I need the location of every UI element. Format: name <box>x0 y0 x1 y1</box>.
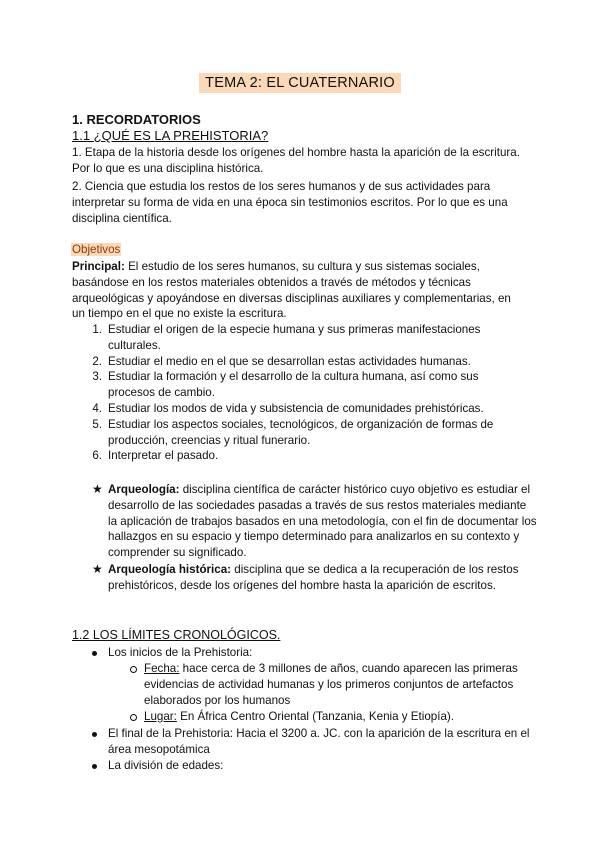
bullet-icon <box>92 651 97 656</box>
objetivos-list <box>88 322 508 464</box>
sub-bullet-fecha <box>130 661 546 708</box>
text-arqueologia: disciplina científica de carácter histórico cuyo objetivo es estudiar el desarrollo de las sociedades pasadas a través de sus restos materiales mediante la aplicación de trabajos basados en una metodología, con el fin de documentar los hallazgos en su espacio y tiempo determinado para analizarlos en su contexto y comprender su significado. <box>108 483 537 560</box>
star-icon: ★ <box>92 482 103 496</box>
list-item: 2. Estudiar el medio en el que se desarrollan estas actividades humanas. <box>92 354 471 368</box>
objetivos-label-wrap <box>71 242 121 258</box>
bullet-icon <box>92 732 97 737</box>
star-icon: ★ <box>92 562 103 576</box>
term-arqueologia: Arqueología: <box>108 483 180 496</box>
text-arqueologia-historica: disciplina que se dedica a la recuperación de los restos prehistóricos, desde los orígenes del hombre hasta la aparición de escritos. <box>108 563 519 592</box>
objetivos-list-wrap <box>88 322 508 464</box>
list-item: 3. Estudiar la formación y el desarrollo de la cultura humana, así como sus procesos de cambio. <box>92 370 479 400</box>
term-arqueologia-historica: Arqueología histórica: <box>108 563 232 576</box>
principal-label: Principal: <box>72 260 125 273</box>
bullet-icon <box>92 764 97 769</box>
definition-arqueologia <box>92 482 538 561</box>
subheading-que-es-prehistoria: 1.1 ¿QUÉ ES LA PREHISTORIA? <box>72 128 269 143</box>
lugar-label: Lugar: <box>144 710 177 723</box>
definition-paragraph-2: 2. Ciencia que estudia los restos de los seres humanos y de sus actividades para interpretar su forma de vida en una época sin testimonios escritos. Por lo que es una disciplina científica. <box>72 180 508 225</box>
list-item: 1. Estudiar el origen de la especie humana y sus primeras manifestaciones culturales. <box>92 323 481 352</box>
definition-arqueologia-historica <box>92 562 538 594</box>
list-item: 4. Estudiar los modos de vida y subsistencia de comunidades prehistóricas. <box>92 401 484 415</box>
list-item: 6. Interpretar el pasado. <box>92 449 219 463</box>
section-heading-recordatorios: 1. RECORDATORIOS <box>72 112 201 127</box>
subheading-limites-cronologicos: 1.2 LOS LÍMITES CRONOLÓGICOS. <box>72 628 281 642</box>
objetivos-label: Objetivos <box>72 243 121 256</box>
bullet-final: El final de la Prehistoria: Hacia el 3200 a. JC. con la aparición de la escritura en el área mesopotámica <box>92 726 548 758</box>
circle-bullet-icon <box>130 666 137 673</box>
fecha-text: hace cerca de 3 millones de años, cuando aparecen las primeras evidencias de actividad humanas y los primeros conjuntos de artefactos elaborados por los humanos <box>144 662 518 707</box>
bullet-division: La división de edades: <box>92 758 548 774</box>
definition-paragraph-1: 1. Etapa de la historia desde los orígenes del hombre hasta la aparición de la escritura. Por lo que es una disciplina histórica. <box>72 146 520 175</box>
list-item: 5. Estudiar los aspectos sociales, tecnológicos, de organización de formas de producción, creencias y ritual funerario. <box>92 417 494 447</box>
title-wrap <box>0 73 600 93</box>
lugar-text: En África Centro Oriental (Tanzania, Kenia y Etiopía). <box>176 710 454 723</box>
circle-bullet-icon <box>130 714 137 721</box>
sub-bullet-lugar <box>130 709 546 725</box>
bullet-inicios: Los inicios de la Prehistoria: <box>92 645 548 661</box>
document-title: TEMA 2: EL CUATERNARIO <box>199 73 401 93</box>
principal-paragraph <box>72 259 524 322</box>
principal-text: El estudio de los seres humanos, su cultura y sus sistemas sociales, basándose en los restos materiales obtenidos a través de métodos y técnicas arqueológicas y apoyándose en diversas disciplinas auxiliares y complementarias, en un tiempo en el que no existe la escritura. <box>72 260 511 321</box>
fecha-label: Fecha: <box>144 662 180 675</box>
